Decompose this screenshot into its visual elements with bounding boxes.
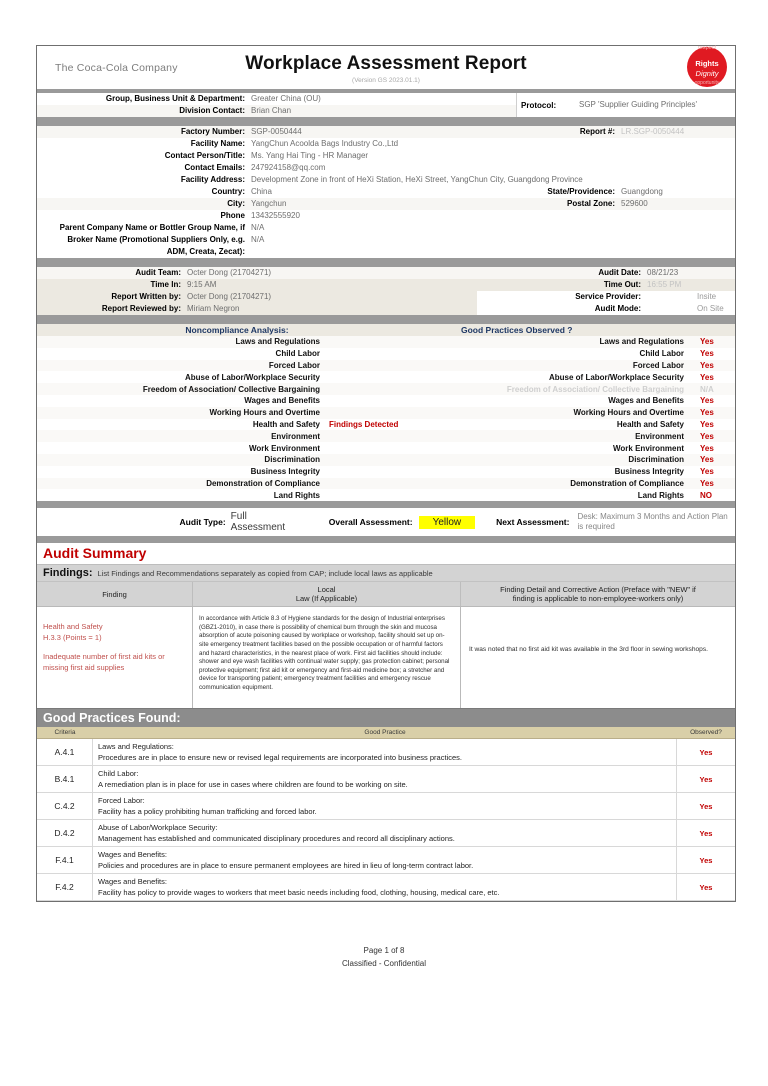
audit-type-label: Audit Type: xyxy=(179,517,226,528)
good-practice-category: Wages and Benefits: xyxy=(98,877,167,887)
noncompliance-category: Land Rights xyxy=(273,490,320,500)
noncompliance-category: Forced Labor xyxy=(268,360,320,370)
table-row xyxy=(37,766,735,793)
findings-table-header xyxy=(37,581,735,606)
status-badge: Yellow xyxy=(419,516,476,529)
broker-value-empty xyxy=(249,246,735,258)
table-row xyxy=(37,162,735,174)
finding-description: Inadequate number of first aid kits or missing first aid supplies xyxy=(43,652,165,673)
findings-bar xyxy=(37,564,735,581)
column-header-detail xyxy=(460,582,735,606)
group-label: Group, Business Unit & Department: xyxy=(105,94,245,103)
division-contact-value: Brian Chan xyxy=(251,106,292,115)
classification-label: Classified - Confidential xyxy=(341,959,427,968)
observed-value: N/A xyxy=(700,384,714,394)
analysis-row xyxy=(37,430,735,442)
overall-assessment-label: Overall Assessment: xyxy=(328,517,413,528)
broker-name-label-2: ADM, Creata, Zecat): xyxy=(166,247,245,256)
criteria-code: A.4.1 xyxy=(37,739,93,765)
good-practice-text: Facility has a policy prohibiting human trafficking and forced labor. xyxy=(98,807,317,817)
broker-name-label: Broker Name (Promotional Suppliers Only, e.g. xyxy=(67,235,245,244)
group-section xyxy=(37,93,735,117)
good-practice-category: Business Integrity xyxy=(614,467,684,477)
factory-number-label: Factory Number: xyxy=(180,127,245,136)
noncompliance-title: Noncompliance Analysis: xyxy=(185,325,289,335)
good-practice-text: Policies and procedures are in place to ensure permanent employees are hired in lieu of long-term contract labor. xyxy=(98,861,474,871)
finding-category: Health and Safety xyxy=(43,622,103,632)
noncompliance-category: Business Integrity xyxy=(250,467,320,477)
phone-value: 13432555920 xyxy=(251,211,300,220)
version-label: (Version GS 2023.01.1) xyxy=(352,77,420,84)
facility-name-label: Facility Name: xyxy=(190,139,245,148)
observed-value: Yes xyxy=(699,855,713,865)
column-header-good-practice: Good Practice xyxy=(364,729,406,737)
parent-company-value: N/A xyxy=(251,223,265,232)
noncompliance-category: Work Environment xyxy=(249,443,320,453)
facility-address-value: Development Zone in front of HeXi Station, HeXi Street, YangChun City, Guangdong Province xyxy=(251,175,583,184)
table-row xyxy=(37,303,735,315)
observed-value: Yes xyxy=(700,408,714,418)
analysis-row xyxy=(37,407,735,419)
section-divider xyxy=(37,117,735,126)
column-header-criteria: Criteria xyxy=(54,729,76,737)
state-label: State/Providence: xyxy=(547,187,615,196)
good-practice-cell xyxy=(93,766,677,792)
observed-value: Yes xyxy=(699,828,713,838)
analysis-row xyxy=(37,442,735,454)
noncompliance-category: Environment xyxy=(271,431,320,441)
good-practice-category: Wages and Benefits xyxy=(608,396,684,406)
report-number-label: Report #: xyxy=(579,127,615,136)
parent-company-label: Parent Company Name or Bottler Group Name, if xyxy=(59,223,245,232)
criteria-code: F.4.2 xyxy=(37,874,93,900)
column-header-observed: Observed? xyxy=(690,729,722,737)
facility-name-value: YangChun Acoolda Bags Industry Co.,Ltd xyxy=(251,139,399,148)
badge-line2: Rights xyxy=(695,59,719,68)
analysis-row xyxy=(37,371,735,383)
good-practices-found-title: Good Practices Found: xyxy=(37,708,735,727)
city-label: City: xyxy=(227,199,245,208)
good-practice-text: Management has established and communicated disciplinary procedures and record all disciplinary actions. xyxy=(98,834,455,844)
good-practice-category: Work Environment xyxy=(613,443,684,453)
table-row xyxy=(37,234,735,246)
table-row xyxy=(37,222,735,234)
audit-summary-title: Audit Summary xyxy=(37,543,735,564)
table-row xyxy=(37,126,735,138)
division-contact-label: Division Contact: xyxy=(179,106,245,115)
good-practice-category: Wages and Benefits: xyxy=(98,850,167,860)
noncompliance-category: Freedom of Association/ Collective Bargaining xyxy=(142,384,320,394)
findings-detected-flag: Findings Detected xyxy=(329,419,399,429)
contact-person-label: Contact Person/Title: xyxy=(164,151,245,160)
observed-value: Yes xyxy=(699,747,713,757)
table-row xyxy=(37,174,735,186)
contact-person-value: Ms. Yang Hai Ting - HR Manager xyxy=(251,151,369,160)
observed-value: NO xyxy=(700,490,712,500)
good-practice-category: Working Hours and Overtime xyxy=(573,408,684,418)
observed-value: Yes xyxy=(700,443,714,453)
broker-name-value: N/A xyxy=(251,235,265,244)
section-divider xyxy=(37,315,735,324)
noncompliance-category: Wages and Benefits xyxy=(244,396,320,406)
table-row xyxy=(37,246,735,258)
audit-mode-value: On Site xyxy=(697,304,724,313)
observed-value: Yes xyxy=(700,431,714,441)
audit-section xyxy=(37,267,735,315)
facility-section xyxy=(37,126,735,258)
report-header xyxy=(37,46,735,93)
findings-description: List Findings and Recommendations separately as copied from CAP; include local laws as applicable xyxy=(97,569,433,579)
noncompliance-category: Abuse of Labor/Workplace Security xyxy=(185,372,320,382)
assessment-row xyxy=(37,508,735,536)
audit-date-value: 08/21/23 xyxy=(647,268,679,277)
table-row xyxy=(37,793,735,820)
audit-mode-label: Audit Mode: xyxy=(594,304,641,313)
state-value: Guangdong xyxy=(621,187,663,196)
finding-detail-cell: It was noted that no first aid kit was available in the 3rd floor in sewing workshops. xyxy=(460,607,735,708)
noncompliance-category: Child Labor xyxy=(275,349,320,359)
good-practice-category: Forced Labor: xyxy=(98,796,145,806)
table-row xyxy=(37,279,735,291)
contact-emails-label: Contact Emails: xyxy=(184,163,245,172)
good-practice-text: Facility has policy to provide wages to workers that meet basic needs including food, clothing, housing, medical care, etc. xyxy=(98,888,500,898)
good-practice-category: Health and Safety xyxy=(616,419,684,429)
observed-value: Yes xyxy=(700,337,714,347)
observed-value: Yes xyxy=(700,349,714,359)
noncompliance-category: Discrimination xyxy=(264,455,320,465)
contact-emails-value: 247924158@qq.com xyxy=(251,163,326,172)
findings-table-row xyxy=(37,606,735,708)
report-written-value: Octer Dong (21704271) xyxy=(187,292,272,301)
badge-line3: Dignity xyxy=(695,69,719,78)
analysis-row xyxy=(37,454,735,466)
analysis-header xyxy=(37,324,735,336)
table-row xyxy=(37,874,735,901)
table-row xyxy=(37,267,735,279)
table-row xyxy=(37,138,735,150)
good-practice-cell xyxy=(93,874,677,900)
time-in-value: 9:15 AM xyxy=(187,280,217,289)
observed-value: Yes xyxy=(700,478,714,488)
report-document xyxy=(36,45,736,902)
analysis-rows xyxy=(37,336,735,501)
good-practice-cell xyxy=(93,793,677,819)
audit-date-label: Audit Date: xyxy=(598,268,641,277)
section-divider xyxy=(37,536,735,543)
analysis-row xyxy=(37,336,735,348)
good-practice-category: Environment xyxy=(635,431,684,441)
column-header-detail-line2: finding is applicable to non-employee-workers only) xyxy=(512,594,684,604)
audit-team-value: Octer Dong (21704271) xyxy=(187,268,272,277)
good-practice-category: Child Labor: xyxy=(98,769,139,779)
respect-rights-dignity-badge xyxy=(683,44,731,92)
protocol-label: Protocol: xyxy=(521,100,557,110)
facility-address-label: Facility Address: xyxy=(180,175,245,184)
observed-value: Yes xyxy=(700,396,714,406)
table-row xyxy=(37,820,735,847)
good-practice-category: Abuse of Labor/Workplace Security: xyxy=(98,823,218,833)
section-divider xyxy=(37,258,735,267)
next-assessment-label: Next Assessment: xyxy=(496,517,570,528)
time-out-label: Time Out: xyxy=(603,280,641,289)
country-value: China xyxy=(251,187,272,196)
time-in-label: Time In: xyxy=(150,280,181,289)
good-practice-category: Laws and Regulations xyxy=(599,337,684,347)
postal-zone-label: Postal Zone: xyxy=(566,199,615,208)
noncompliance-category: Laws and Regulations xyxy=(235,337,320,347)
analysis-row xyxy=(37,383,735,395)
phone-label: Phone xyxy=(220,211,245,220)
table-row xyxy=(37,93,516,105)
page-footer xyxy=(0,944,768,970)
criteria-code: D.4.2 xyxy=(37,820,93,846)
section-divider xyxy=(37,501,735,508)
company-brand: The Coca-Cola Company xyxy=(55,62,178,74)
finding-law-cell: In accordance with Article 8.3 of Hygiene standards for the design of Industrial enterprises (GBZ1-2010), in case there is possibility of chemical burn through the skin and mucosa absorption of acute poisoning caused by workplace or workshop, facility should set up on-site emergency treatment facilities based on the possible occupation or of harmful factors and hazard characteristics, in the nearest place of work. First aid facilities should include: shower and eye wash facilities with continual water supply; gas protection cabinet; personal protective equipment; first aid kit or emergency and first-aid medicine box; a stretcher and device for transporting patient; emergency treatment facilities and emergency rescue communication equipment. xyxy=(192,607,460,708)
analysis-row xyxy=(37,489,735,501)
good-practices-table-header xyxy=(37,727,735,739)
report-number-value: LR.SGP-0050444 xyxy=(621,127,685,136)
table-row xyxy=(37,105,516,117)
analysis-row xyxy=(37,395,735,407)
noncompliance-category: Demonstration of Compliance xyxy=(206,478,320,488)
column-header-finding: Finding xyxy=(102,589,127,599)
analysis-row xyxy=(37,360,735,372)
observed-value: Yes xyxy=(699,801,713,811)
page-number: Page 1 of 8 xyxy=(363,946,405,955)
good-practice-category: Child Labor xyxy=(639,349,684,359)
table-row xyxy=(37,186,735,198)
table-row xyxy=(37,210,735,222)
column-header-law-line2: Law (If Applicable) xyxy=(295,594,358,604)
good-practice-text: Procedures are in place to ensure new or revised legal requirements are incorporated into business practices. xyxy=(98,753,462,763)
group-value: Greater China (OU) xyxy=(251,94,321,103)
noncompliance-category: Working Hours and Overtime xyxy=(209,408,320,418)
column-header-law-line1: Local xyxy=(317,585,336,595)
finding-code: H.3.3 (Points = 1) xyxy=(43,633,102,643)
good-practice-category: Land Rights xyxy=(637,490,684,500)
good-practice-text: A remediation plan is in place for use in cases where children are found to be working on site. xyxy=(98,780,408,790)
postal-zone-value: 529600 xyxy=(621,199,648,208)
country-label: Country: xyxy=(211,187,245,196)
service-provider-value: Insite xyxy=(697,292,717,301)
report-reviewed-label: Report Reviewed by: xyxy=(101,304,181,313)
observed-value: Yes xyxy=(699,882,713,892)
good-practice-category: Demonstration of Compliance xyxy=(570,478,684,488)
finding-cell xyxy=(37,607,192,708)
table-row xyxy=(37,847,735,874)
analysis-row xyxy=(37,466,735,478)
good-practice-cell xyxy=(93,739,677,765)
observed-value: Yes xyxy=(700,455,714,465)
good-practice-category: Forced Labor xyxy=(632,360,684,370)
table-row xyxy=(37,291,735,303)
good-practice-category: Discrimination xyxy=(628,455,684,465)
analysis-row xyxy=(37,419,735,431)
observed-value: Yes xyxy=(699,774,713,784)
observed-value: Yes xyxy=(700,419,714,429)
observed-value: Yes xyxy=(700,360,714,370)
next-assessment-value: Desk: Maximum 3 Months and Action Plan is required xyxy=(577,512,728,532)
findings-label: Findings: xyxy=(43,567,93,580)
criteria-code: F.4.1 xyxy=(37,847,93,873)
report-reviewed-value: Miriam Negron xyxy=(187,304,240,313)
criteria-code: C.4.2 xyxy=(37,793,93,819)
service-provider-label: Service Provider: xyxy=(575,292,641,301)
protocol-value: SGP 'Supplier Guiding Principles' xyxy=(579,100,698,109)
good-practice-category: Laws and Regulations: xyxy=(98,742,174,752)
city-value: Yangchun xyxy=(251,199,287,208)
good-practice-category: Freedom of Association/ Collective Bargaining xyxy=(506,384,684,394)
good-practice-cell xyxy=(93,820,677,846)
good-practices-observed-title: Good Practices Observed ? xyxy=(461,325,573,335)
badge-line1: respect xyxy=(697,45,717,51)
noncompliance-category: Health and Safety xyxy=(252,419,320,429)
observed-value: Yes xyxy=(700,372,714,382)
analysis-row xyxy=(37,348,735,360)
badge-line4: opportunity xyxy=(694,80,720,86)
criteria-code: B.4.1 xyxy=(37,766,93,792)
time-out-value: 16:55 PM xyxy=(647,280,682,289)
column-header-law xyxy=(192,582,460,606)
analysis-row xyxy=(37,478,735,490)
column-header-detail-line1: Finding Detail and Corrective Action (Preface with "NEW" if xyxy=(500,585,696,595)
audit-type-value: Full Assessment xyxy=(230,511,286,534)
table-row xyxy=(37,198,735,210)
report-written-label: Report Written by: xyxy=(111,292,181,301)
good-practice-category: Abuse of Labor/Workplace Security xyxy=(549,372,684,382)
audit-team-label: Audit Team: xyxy=(135,268,181,277)
good-practice-cell xyxy=(93,847,677,873)
observed-value: Yes xyxy=(700,467,714,477)
table-row xyxy=(37,150,735,162)
table-row xyxy=(37,739,735,766)
page-title: Workplace Assessment Report xyxy=(245,53,527,74)
factory-number-value: SGP-0050444 xyxy=(251,127,302,136)
good-practices-rows xyxy=(37,739,735,901)
